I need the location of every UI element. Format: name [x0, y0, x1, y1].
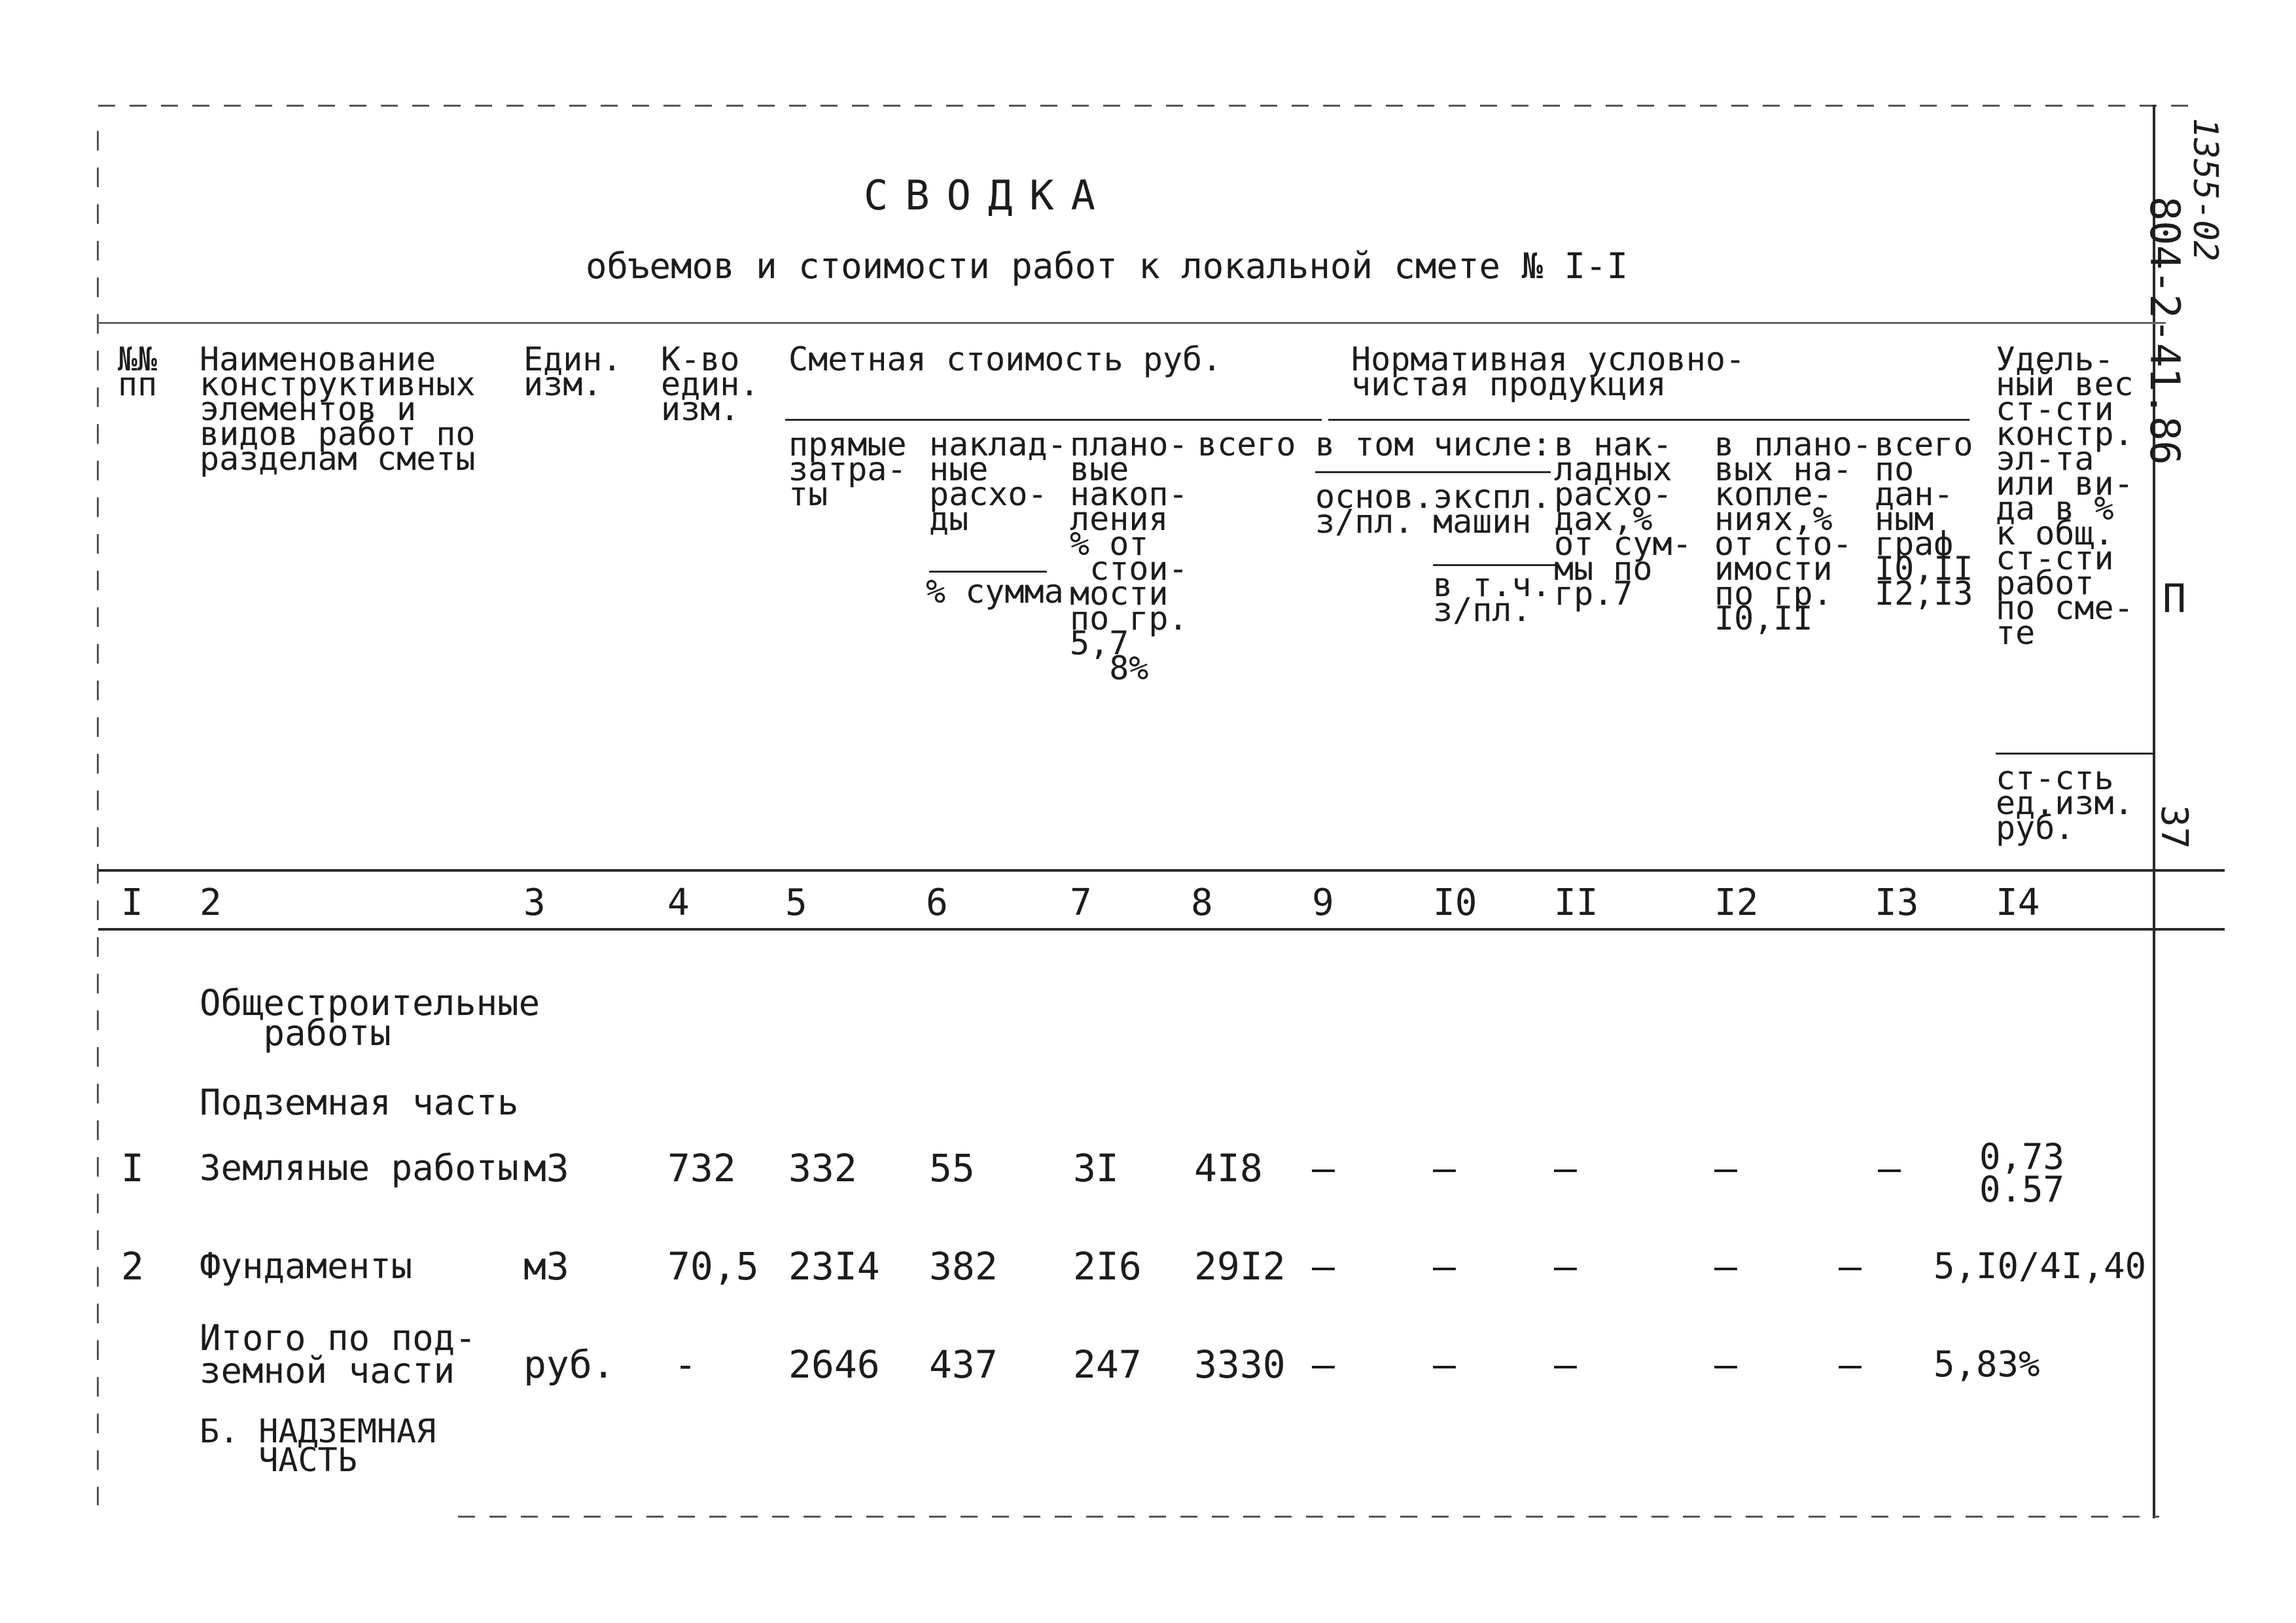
group-cost-underline: [785, 419, 1322, 421]
row3-planned: 247: [1073, 1342, 1142, 1387]
header-col-machines-wage: в т.ч. з/пл.: [1433, 566, 1551, 629]
row3-c13: –: [1839, 1342, 1862, 1387]
row2-num: 2: [121, 1244, 144, 1289]
header-col-share: Удель- ный вес ст-сти констр. эл-та или ви- да в % к общ. ст-сти работ по сме- те: [1996, 340, 2134, 652]
colnum-5: 5: [785, 882, 807, 924]
row2-share: 5,I0/4I,40: [1934, 1245, 2147, 1287]
row2-planned: 2I6: [1073, 1244, 1142, 1289]
section-above-ground: Б. НАДЗЕМНАЯ ЧАСТЬ: [200, 1412, 436, 1479]
page-title: СВОДКА: [864, 171, 1112, 219]
row3-share: 5,83%: [1934, 1344, 2040, 1385]
header-group-cost: Сметная стоимость руб.: [788, 340, 1222, 378]
group-norm-underline: [1328, 419, 1969, 421]
row2-c11: –: [1554, 1244, 1577, 1289]
row1-c12: –: [1714, 1146, 1737, 1190]
header-col-planned: плано- вые накоп- ления % от стои- мости по гр. 5,7 8%: [1070, 425, 1188, 687]
row2-qty: 70,5: [667, 1244, 759, 1289]
row3-c9: –: [1312, 1342, 1335, 1387]
colnum-13: I3: [1875, 882, 1919, 924]
colnum-4: 4: [667, 882, 690, 924]
section-general-works: Общестроительные работы: [200, 982, 540, 1054]
row3-c11: –: [1554, 1342, 1577, 1387]
row3-c10: –: [1433, 1342, 1456, 1387]
header-col-planned-pct: в плано- вых на- копле- ниях,% от сто- имости по гр. I0,II: [1714, 425, 1872, 637]
colnum-3: 3: [523, 882, 546, 924]
row2-name: Фундаменты: [200, 1245, 413, 1287]
header-col-overhead-sub: % сумма: [926, 573, 1064, 611]
row1-qty: 732: [667, 1146, 736, 1190]
row2-unit: м3: [523, 1244, 569, 1289]
header-col-number: №№ пп: [118, 340, 158, 403]
row2-total: 29I2: [1194, 1244, 1286, 1289]
colnum-11: II: [1554, 882, 1598, 924]
row2-c10: –: [1433, 1244, 1456, 1289]
header-col-incl: в том числе:: [1315, 425, 1552, 463]
row2-c13: –: [1839, 1244, 1862, 1289]
row3-name: Итого по под- земной части: [200, 1317, 476, 1391]
header-col-overhead: наклад- ные расхо- ды: [929, 425, 1067, 538]
row1-share: 0,73: [1979, 1136, 2065, 1177]
header-group-norm: Нормативная условно- чистая продукция: [1351, 340, 1746, 403]
colnum-bottom-line: [98, 928, 2225, 931]
row3-total: 3330: [1194, 1342, 1286, 1387]
section-underground: Подземная часть: [200, 1082, 519, 1123]
colnum-6: 6: [926, 882, 948, 924]
row1-unit: м3: [523, 1146, 569, 1190]
row2-c12: –: [1714, 1244, 1737, 1289]
colnum-9: 9: [1312, 882, 1334, 924]
side-code-handwritten: 1355-02: [2185, 118, 2225, 262]
header-col-unit-cost: ст-сть ед.изм. руб.: [1996, 759, 2134, 847]
colnum-14: I4: [1996, 882, 2040, 924]
header-bottom-line: [98, 869, 2225, 872]
top-dashed-border: [98, 105, 2192, 107]
side-letter: П: [2163, 576, 2187, 622]
row2-direct: 23I4: [788, 1244, 880, 1289]
row3-overhead: 437: [929, 1342, 998, 1387]
bottom-dashed-border: [458, 1516, 2159, 1518]
header-col-unit: Един. изм.: [523, 340, 622, 403]
side-page: 37: [2153, 805, 2195, 849]
left-frame-dashes: [97, 131, 99, 1505]
row3-c12: –: [1714, 1342, 1737, 1387]
header-col-direct: прямые затра- ты: [788, 425, 907, 513]
header-col-name: Наименование конструктивных элементов и видов работ по разделам сметы: [200, 340, 476, 478]
row3-direct: 2646: [788, 1342, 880, 1387]
colnum-1: I: [121, 882, 143, 924]
header-col-overhead-pct: в нак- ладных расхо- дах,% от сум- мы по гр.7: [1554, 425, 1692, 613]
row3-unit: руб.: [523, 1342, 615, 1387]
row1-c13: –: [1878, 1146, 1901, 1190]
colnum-10: I0: [1433, 882, 1477, 924]
colnum-2: 2: [200, 882, 222, 924]
colnum-7: 7: [1070, 882, 1092, 924]
row2-c9: –: [1312, 1244, 1335, 1289]
row1-name: Земляные работы: [200, 1147, 519, 1188]
header-col-total: всего: [1197, 425, 1296, 463]
header-top-line: [98, 322, 2166, 324]
row2-overhead: 382: [929, 1244, 998, 1289]
header-col-base-wage: основ. з/пл.: [1315, 478, 1434, 541]
col9-10-underline: [1315, 471, 1551, 473]
row1-c9: –: [1312, 1146, 1335, 1190]
row1-overhead: 55: [929, 1146, 975, 1190]
col14-divider: [1996, 753, 2153, 755]
row3-qty: -: [674, 1342, 697, 1387]
row1-planned: 3I: [1073, 1146, 1119, 1190]
row1-c11: –: [1554, 1146, 1577, 1190]
header-col-qty: К-во един. изм.: [661, 340, 760, 428]
side-code: 804-2-41.86: [2141, 196, 2189, 465]
row1-num: I: [121, 1146, 144, 1190]
row1-unit-cost: 0.57: [1979, 1169, 2065, 1210]
row1-total: 4I8: [1194, 1146, 1263, 1190]
row1-c10: –: [1433, 1146, 1456, 1190]
colnum-8: 8: [1191, 882, 1213, 924]
colnum-12: I2: [1714, 882, 1759, 924]
page-subtitle: объемов и стоимости работ к локальной смете № I-I: [586, 245, 1629, 287]
header-col-machines: экспл. машин: [1433, 478, 1551, 541]
row1-direct: 332: [788, 1146, 857, 1190]
header-col-norm-total: всего по дан- ным граф I0,II I2,I3: [1875, 425, 1973, 613]
